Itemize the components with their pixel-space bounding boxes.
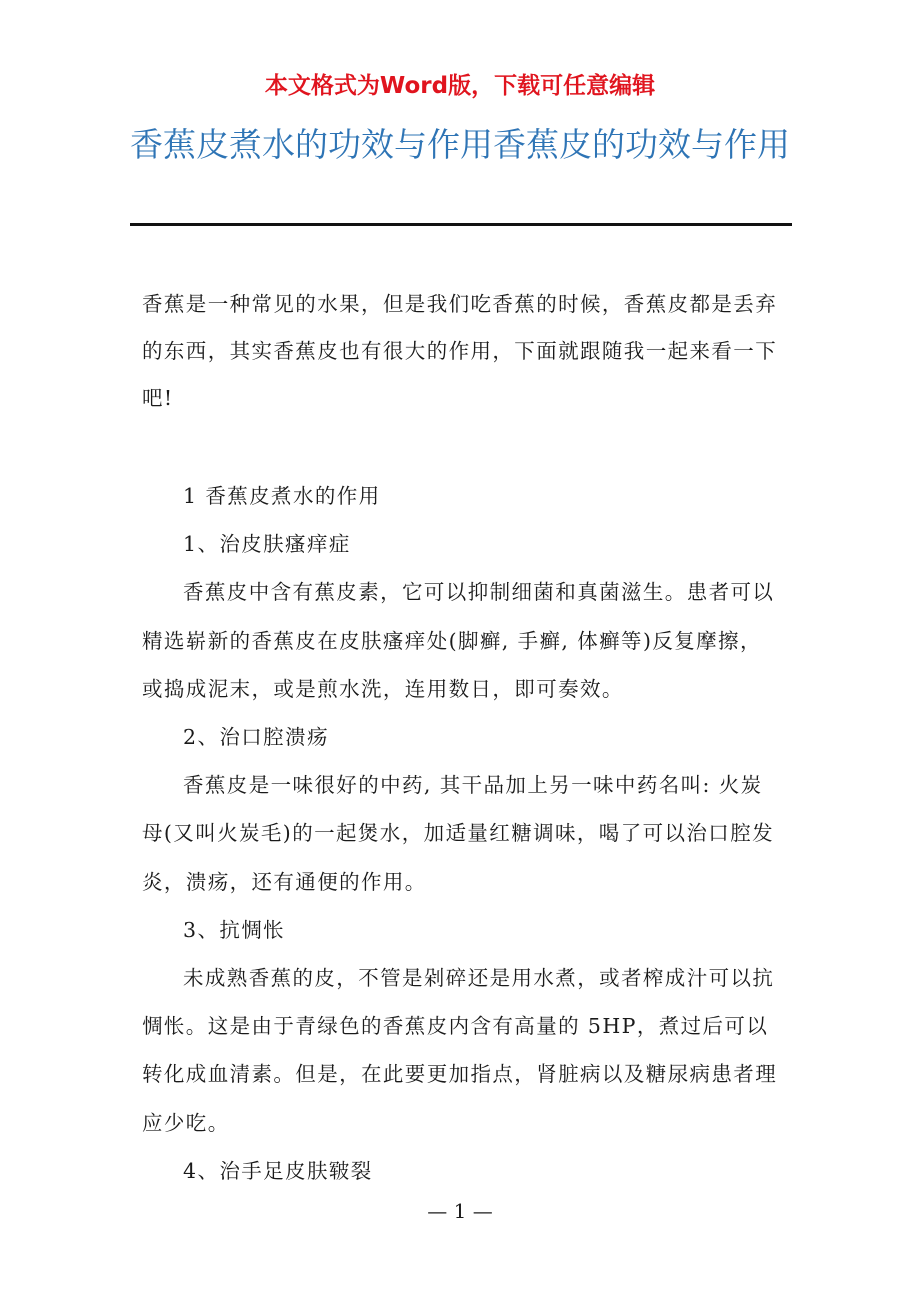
word-format-banner: 本文格式为Word版，下载可任意编辑 bbox=[264, 73, 656, 99]
item-paragraph-2: 香蕉皮是一味很好的中药, 其干品加上另一味中药名叫: 火炭母(又叫火炭毛)的一起煲水，加适量红糖调味，喝了可以治口腔发炎，溃疡，还有通便的作用。 bbox=[142, 773, 774, 894]
section-heading: 1 香蕉皮煮水的作用 bbox=[183, 484, 381, 508]
item-paragraph-1: 香蕉皮中含有蕉皮素，它可以抑制细菌和真菌滋生。患者可以精选崭新的香蕉皮在皮肤瘙痒处(脚癣, 手癣, 体癣等)反复摩擦，或捣成泥末，或是煎水洗，连用数日，即可奏效。 bbox=[142, 580, 775, 701]
document-title: 香蕉皮煮水的功效与作用香蕉皮的功效与作用 bbox=[130, 125, 790, 164]
item-heading-1: 1、治皮肤瘙痒症 bbox=[183, 532, 351, 557]
page-number: — 1 — bbox=[427, 1199, 493, 1223]
item-heading-3: 3、抗惆怅 bbox=[183, 917, 286, 942]
title-underline-divider bbox=[130, 223, 792, 226]
article-content bbox=[142, 472, 782, 1195]
item-paragraph-3: 未成熟香蕉的皮，不管是剁碎还是用水煮，或者榨成汁可以抗惆怅。这是由于青绿色的香蕉皮内含有高量的 5HP，煮过后可以转化成血清素。但是，在此要更加指点，肾脏病以及糖尿病患者理应少吃。 bbox=[142, 966, 778, 1135]
item-heading-2: 2、治口腔溃疡 bbox=[183, 725, 329, 750]
item-heading-4: 4、治手足皮肤皲裂 bbox=[183, 1158, 373, 1183]
intro-paragraph: 香蕉是一种常见的水果，但是我们吃香蕉的时候，香蕉皮都是丢弃的东西，其实香蕉皮也有很大的作用，下面就跟随我一起来看一下吧! bbox=[142, 292, 778, 410]
